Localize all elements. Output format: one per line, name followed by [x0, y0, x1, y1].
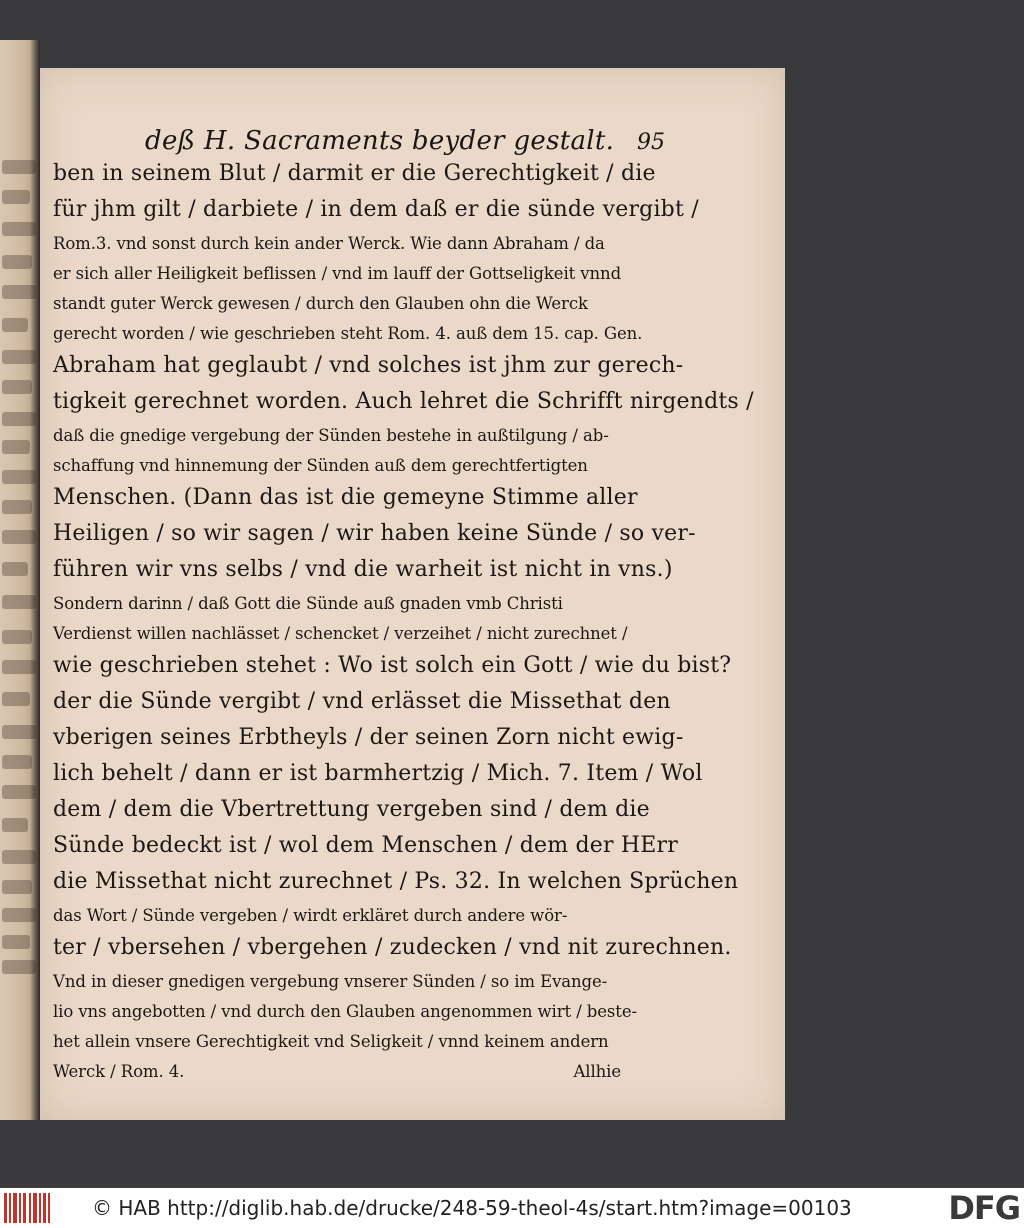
text-line: der die Sünde vergibt / vnd erlässet die Missethat den [53, 689, 671, 714]
last-line [53, 1061, 621, 1091]
scanned-page [40, 68, 785, 1120]
text-line: standt guter Werck gewesen / durch den Glauben ohn die Werck [53, 294, 588, 313]
text-line: er sich aller Heiligkeit beflissen / vnd im lauff der Gottseligkeit vnnd [53, 264, 622, 283]
text-line: Heiligen / so wir sagen / wir haben keine Sünde / so ver- [53, 521, 696, 546]
text-line: Abraham hat geglaubt / vnd solches ist jhm zur gerech- [53, 353, 684, 378]
text-line: das Wort / Sünde vergeben / wirdt erkläret durch andere wör- [53, 906, 568, 925]
text-line: ben in seinem Blut / darmit er die Gerechtigkeit / die [53, 161, 656, 186]
barcode-icon [4, 1193, 50, 1223]
dfg-logo: DFG [948, 1189, 1020, 1227]
text-line: Menschen. (Dann das ist die gemeyne Stimme aller [53, 485, 638, 510]
running-head: deß H. Sacraments beyder gestalt. [145, 126, 615, 156]
text-line: Verdienst willen nachlässet / schencket / verzeihet / nicht zurechnet / [53, 624, 628, 643]
page-header [145, 126, 665, 162]
text-line: schaffung vnd hinnemung der Sünden auß dem gerechtfertigten [53, 456, 588, 475]
text-line: führen wir vns selbs / vnd die warheit ist nicht in vns.) [53, 557, 673, 582]
catchword: Allhie [573, 1062, 621, 1081]
text-line: gerecht worden / wie geschrieben steht Rom. 4. auß dem 15. cap. Gen. [53, 324, 643, 343]
text-line: für jhm gilt / darbiete / in dem daß er die sünde vergibt / [53, 197, 699, 222]
text-line: daß die gnedige vergebung der Sünden bestehe in außtilgung / ab- [53, 426, 609, 445]
body-text [53, 161, 754, 1091]
text-line: wie geschrieben stehet : Wo ist solch ein Gott / wie du bist? [53, 653, 732, 678]
text-line: tigkeit gerechnet worden. Auch lehret die Schrifft nirgendts / [53, 389, 754, 414]
text-line: Vnd in dieser gnedigen vergebung vnserer Sünden / so im Evange- [53, 972, 608, 991]
text-line: die Missethat nicht zurechnet / Ps. 32. In welchen Sprüchen [53, 869, 739, 894]
text-line: vberigen seines Erbtheyls / der seinen Zorn nicht ewig- [53, 725, 684, 750]
text-line: het allein vnsere Gerechtigkeit vnd Seligkeit / vnnd keinem andern [53, 1032, 609, 1051]
text-line: ter / vbersehen / vbergehen / zudecken / vnd nit zurechnen. [53, 935, 732, 960]
text-line: Sondern darinn / daß Gott die Sünde auß gnaden vmb Christi [53, 594, 563, 613]
text-line: dem / dem die Vbertrettung vergeben sind / dem die [53, 797, 650, 822]
text-line: Sünde bedeckt ist / wol dem Menschen / dem der HErr [53, 833, 678, 858]
text-line: Rom.3. vnd sonst durch kein ander Werck. Wie dann Abraham / da [53, 234, 605, 253]
gutter-shadow [30, 40, 40, 1120]
copyright-link[interactable]: © HAB http://diglib.hab.de/drucke/248-59-theol-4s/start.htm?image=00103 [92, 1196, 852, 1220]
text-line: lich behelt / dann er ist barmhertzig / Mich. 7. Item / Wol [53, 761, 703, 786]
page-number: 95 [637, 130, 665, 155]
text-line: lio vns angebotten / vnd durch den Glauben angenommen wirt / beste- [53, 1002, 637, 1021]
text-line: Werck / Rom. 4. [53, 1062, 185, 1081]
footer-bar [0, 1188, 1024, 1228]
